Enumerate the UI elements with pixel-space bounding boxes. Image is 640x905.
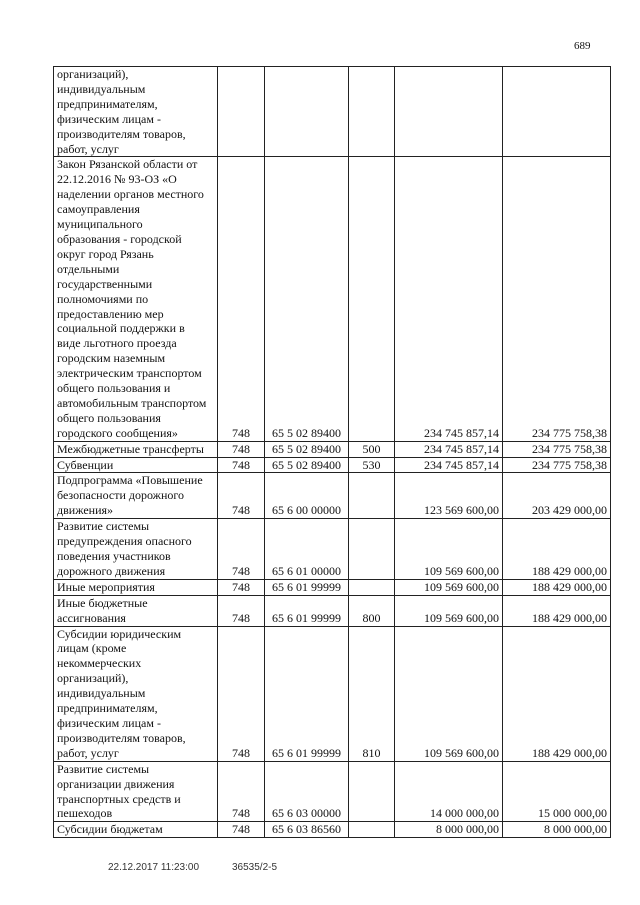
ministry-code: 748 bbox=[218, 822, 265, 838]
ministry-code: 748 bbox=[218, 441, 265, 457]
ministry-code: 748 bbox=[218, 626, 265, 761]
table-row bbox=[54, 457, 611, 473]
table-row bbox=[54, 626, 611, 761]
row-name: организаций), индивидуальным предпринимателям, физическим лицам - производителям товаров, работ, услуг bbox=[54, 67, 218, 157]
row-name: Субсидии бюджетам bbox=[54, 822, 218, 838]
row-name: Подпрограмма «Повышение безопасности дорожного движения» bbox=[54, 473, 218, 519]
table-row bbox=[54, 157, 611, 441]
target-article-code: 65 6 03 86560 bbox=[265, 822, 349, 838]
expense-type-code bbox=[349, 822, 395, 838]
expense-type-code bbox=[349, 579, 395, 595]
expense-type-code: 810 bbox=[349, 626, 395, 761]
amount-2019: 109 569 600,00 bbox=[395, 519, 503, 580]
row-name: Межбюджетные трансферты bbox=[54, 441, 218, 457]
expense-type-code bbox=[349, 473, 395, 519]
amount-2019: 123 569 600,00 bbox=[395, 473, 503, 519]
ministry-code: 748 bbox=[218, 595, 265, 626]
target-article-code: 65 6 00 00000 bbox=[265, 473, 349, 519]
target-article-code: 65 6 01 00000 bbox=[265, 519, 349, 580]
amount-2019: 109 569 600,00 bbox=[395, 579, 503, 595]
amount-2020: 234 775 758,38 bbox=[503, 157, 611, 441]
document-reference: 36535/2-5 bbox=[232, 862, 278, 873]
budget-table bbox=[53, 66, 611, 838]
target-article-code bbox=[265, 67, 349, 157]
table-row bbox=[54, 595, 611, 626]
target-article-code: 65 5 02 89400 bbox=[265, 441, 349, 457]
amount-2019: 234 745 857,14 bbox=[395, 457, 503, 473]
amount-2019 bbox=[395, 67, 503, 157]
ministry-code: 748 bbox=[218, 579, 265, 595]
table-row bbox=[54, 67, 611, 157]
amount-2019: 109 569 600,00 bbox=[395, 626, 503, 761]
expense-type-code bbox=[349, 761, 395, 822]
ministry-code: 748 bbox=[218, 157, 265, 441]
amount-2020: 188 429 000,00 bbox=[503, 519, 611, 580]
expense-type-code bbox=[349, 519, 395, 580]
amount-2019: 109 569 600,00 bbox=[395, 595, 503, 626]
print-timestamp: 22.12.2017 11:23:00 bbox=[108, 862, 200, 873]
amount-2020: 234 775 758,38 bbox=[503, 457, 611, 473]
expense-type-code: 500 bbox=[349, 441, 395, 457]
target-article-code: 65 5 02 89400 bbox=[265, 157, 349, 441]
table-row bbox=[54, 441, 611, 457]
row-name: Субсидии юридическим лицам (кроме некоммерческих организаций), индивидуальным предпринимателям, физическим лицам - производителям товаров, работ, услуг bbox=[54, 626, 218, 761]
table-row bbox=[54, 473, 611, 519]
page-number: 689 bbox=[574, 40, 591, 52]
amount-2020: 203 429 000,00 bbox=[503, 473, 611, 519]
target-article-code: 65 6 01 99999 bbox=[265, 579, 349, 595]
ministry-code: 748 bbox=[218, 519, 265, 580]
amount-2020: 234 775 758,38 bbox=[503, 441, 611, 457]
amount-2020: 188 429 000,00 bbox=[503, 626, 611, 761]
amount-2020: 188 429 000,00 bbox=[503, 595, 611, 626]
amount-2019: 234 745 857,14 bbox=[395, 157, 503, 441]
amount-2020: 8 000 000,00 bbox=[503, 822, 611, 838]
expense-type-code: 800 bbox=[349, 595, 395, 626]
target-article-code: 65 6 01 99999 bbox=[265, 595, 349, 626]
row-name: Закон Рязанской области от 22.12.2016 № 93-ОЗ «О наделении органов местного самоуправления муниципального образования - городской округ город Рязань отдельными государственными полномочиями по предоставлению мер социальной поддержки в виде льготного проезда городским наземным электрическим транспортом общего пользования и автомобильным транспортом общего пользования городского сообщения» bbox=[54, 157, 218, 441]
amount-2019: 14 000 000,00 bbox=[395, 761, 503, 822]
ministry-code: 748 bbox=[218, 761, 265, 822]
amount-2020: 188 429 000,00 bbox=[503, 579, 611, 595]
row-name: Иные бюджетные ассигнования bbox=[54, 595, 218, 626]
ministry-code bbox=[218, 67, 265, 157]
amount-2019: 8 000 000,00 bbox=[395, 822, 503, 838]
amount-2020: 15 000 000,00 bbox=[503, 761, 611, 822]
row-name: Иные мероприятия bbox=[54, 579, 218, 595]
table-row bbox=[54, 822, 611, 838]
target-article-code: 65 5 02 89400 bbox=[265, 457, 349, 473]
table-row bbox=[54, 761, 611, 822]
row-name: Развитие системы предупреждения опасного поведения участников дорожного движения bbox=[54, 519, 218, 580]
target-article-code: 65 6 03 00000 bbox=[265, 761, 349, 822]
expense-type-code bbox=[349, 67, 395, 157]
table-row bbox=[54, 579, 611, 595]
table-row bbox=[54, 519, 611, 580]
expense-type-code: 530 bbox=[349, 457, 395, 473]
row-name: Развитие системы организации движения транспортных средств и пешеходов bbox=[54, 761, 218, 822]
amount-2020 bbox=[503, 67, 611, 157]
expense-type-code bbox=[349, 157, 395, 441]
ministry-code: 748 bbox=[218, 457, 265, 473]
amount-2019: 234 745 857,14 bbox=[395, 441, 503, 457]
row-name: Субвенции bbox=[54, 457, 218, 473]
ministry-code: 748 bbox=[218, 473, 265, 519]
target-article-code: 65 6 01 99999 bbox=[265, 626, 349, 761]
